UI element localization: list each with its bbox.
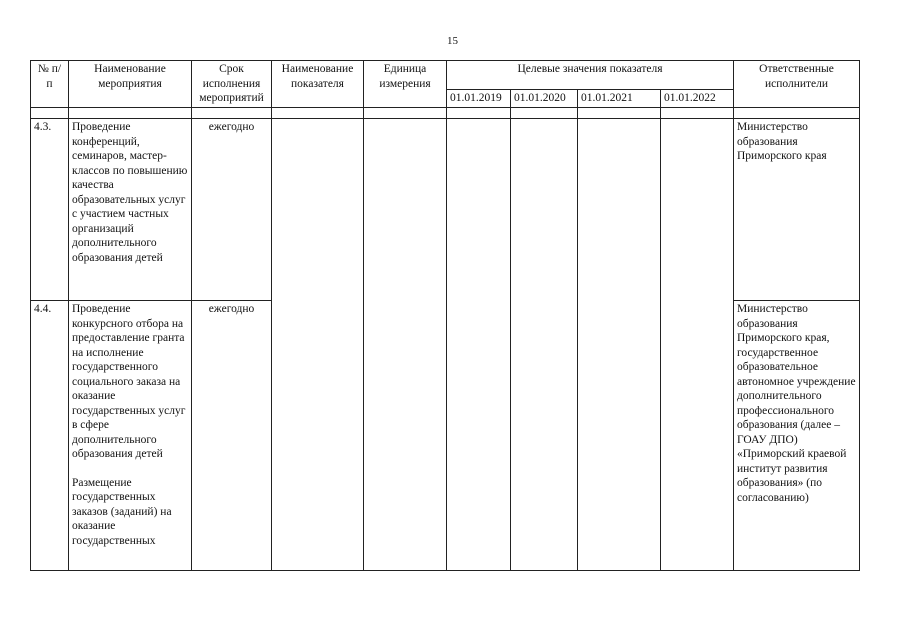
header-date-2020: 01.01.2020	[511, 90, 578, 108]
header-term: Срок исполнения мероприятий	[192, 61, 272, 108]
row-event-name	[69, 301, 192, 571]
header-date-2021: 01.01.2021	[578, 90, 661, 108]
header-responsible: Ответственные исполнители	[734, 61, 860, 108]
row-term: ежегодно	[192, 301, 272, 571]
row-value-2020	[511, 119, 578, 571]
header-unit: Единица измерения	[364, 61, 447, 108]
row-indicator	[272, 119, 364, 571]
page-number: 15	[447, 35, 458, 47]
row-unit	[364, 119, 447, 571]
row-num: 4.4.	[31, 301, 69, 571]
header-date-2019: 01.01.2019	[447, 90, 511, 108]
measures-table	[30, 60, 860, 571]
row-event-name-main: Проведение конкурсного отбора на предоставление гранта на исполнение государственного социального заказа на оказание государственных услуг в сфере дополнительного образования детей	[72, 303, 186, 460]
header-num: № п/ п	[31, 61, 69, 108]
header-date-2022: 01.01.2022	[661, 90, 734, 108]
row-value-2021	[578, 119, 661, 571]
row-value-2022	[661, 119, 734, 571]
row-value-2019	[447, 119, 511, 571]
row-responsible: Министерство образования Приморского края	[734, 119, 860, 301]
header-event-name: Наименование мероприятия	[69, 61, 192, 108]
row-event-name: Проведение конференций, семинаров, мастер-классов по повышению качества образовательных услуг с участием частных организаций дополнительного образования детей	[69, 119, 192, 301]
table-row	[31, 119, 860, 301]
row-responsible: Министерство образования Приморского края, государственное образовательное автономное учреждение дополнительного профессионального образования (далее – ГОАУ ДПО) «Приморский краевой институт развития образования» (по согласованию)	[734, 301, 860, 571]
header-target-values: Целевые значения показателя	[447, 61, 734, 90]
header-indicator: Наименование показателя	[272, 61, 364, 108]
row-event-name-extra: Размещение государственных заказов (заданий) на оказание государственных	[72, 476, 172, 547]
row-term: ежегодно	[192, 119, 272, 301]
row-num: 4.3.	[31, 119, 69, 301]
